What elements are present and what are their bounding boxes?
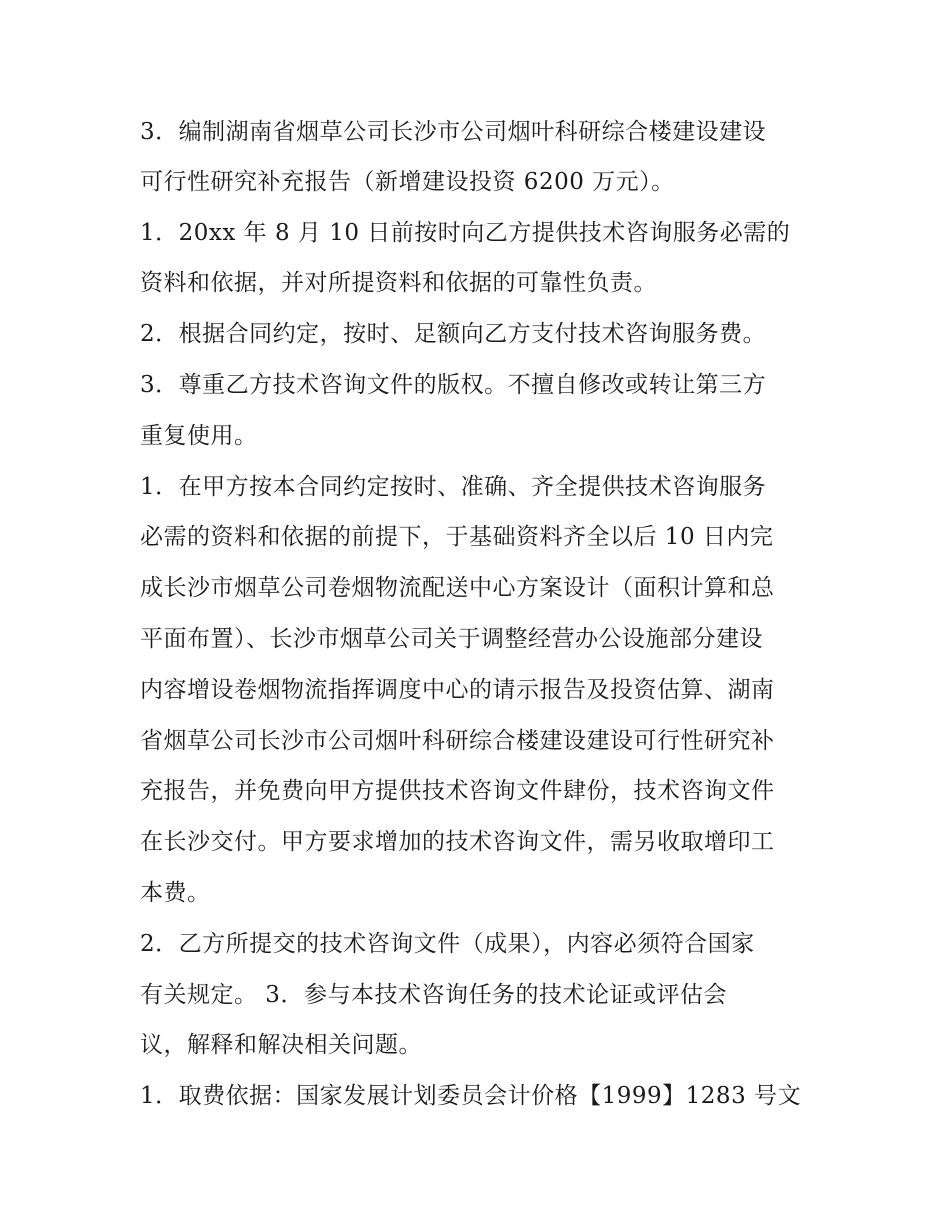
text-line: 省烟草公司长沙市公司烟叶科研综合楼建设建设可行性研究补 bbox=[140, 728, 775, 754]
text-line: 1．取费依据：国家发展计划委员会计价格【1999】1283 号文 bbox=[140, 1083, 802, 1109]
text-line: 本费。 bbox=[140, 880, 211, 906]
text-line: 平面布置）、长沙市烟草公司关于调整经营办公设施部分建设 bbox=[140, 626, 763, 652]
text-line: 可行性研究补充报告（新增建设投资 6200 万元）。 bbox=[140, 169, 675, 195]
text-line: 成长沙市烟草公司卷烟物流配送中心方案设计（面积计算和总 bbox=[140, 575, 775, 601]
text-line: 重复使用。 bbox=[140, 423, 258, 449]
text-line: 1．20xx 年 8 月 10 日前按时向乙方提供技术咨询服务必需的 bbox=[140, 220, 791, 246]
text-line: 内容增设卷烟物流指挥调度中心的请示报告及投资估算、湖南 bbox=[140, 677, 775, 703]
text-line: 2．乙方所提交的技术咨询文件（成果），内容必须符合国家 bbox=[140, 931, 755, 957]
text-line: 必需的资料和依据的前提下，于基础资料齐全以后 10 日内完 bbox=[140, 524, 774, 550]
text-line: 1．在甲方按本合同约定按时、准确、齐全提供技术咨询服务 bbox=[140, 474, 767, 500]
text-line: 2．根据合同约定，按时、足额向乙方支付技术咨询服务费。 bbox=[140, 321, 767, 347]
text-line: 在长沙交付。甲方要求增加的技术咨询文件，需另收取增印工 bbox=[140, 829, 775, 855]
text-line: 资料和依据，并对所提资料和依据的可靠性负责。 bbox=[140, 270, 657, 296]
text-line: 3．编制湖南省烟草公司长沙市公司烟叶科研综合楼建设建设 bbox=[140, 119, 767, 145]
text-line: 议，解释和解决相关问题。 bbox=[140, 1032, 422, 1058]
text-line: 有关规定。 3．参与本技术咨询任务的技术论证或评估会 bbox=[140, 982, 727, 1008]
text-line: 3．尊重乙方技术咨询文件的版权。不擅自修改或转让第三方 bbox=[140, 372, 767, 398]
text-line: 充报告，并免费向甲方提供技术咨询文件肆份，技术咨询文件 bbox=[140, 778, 775, 804]
